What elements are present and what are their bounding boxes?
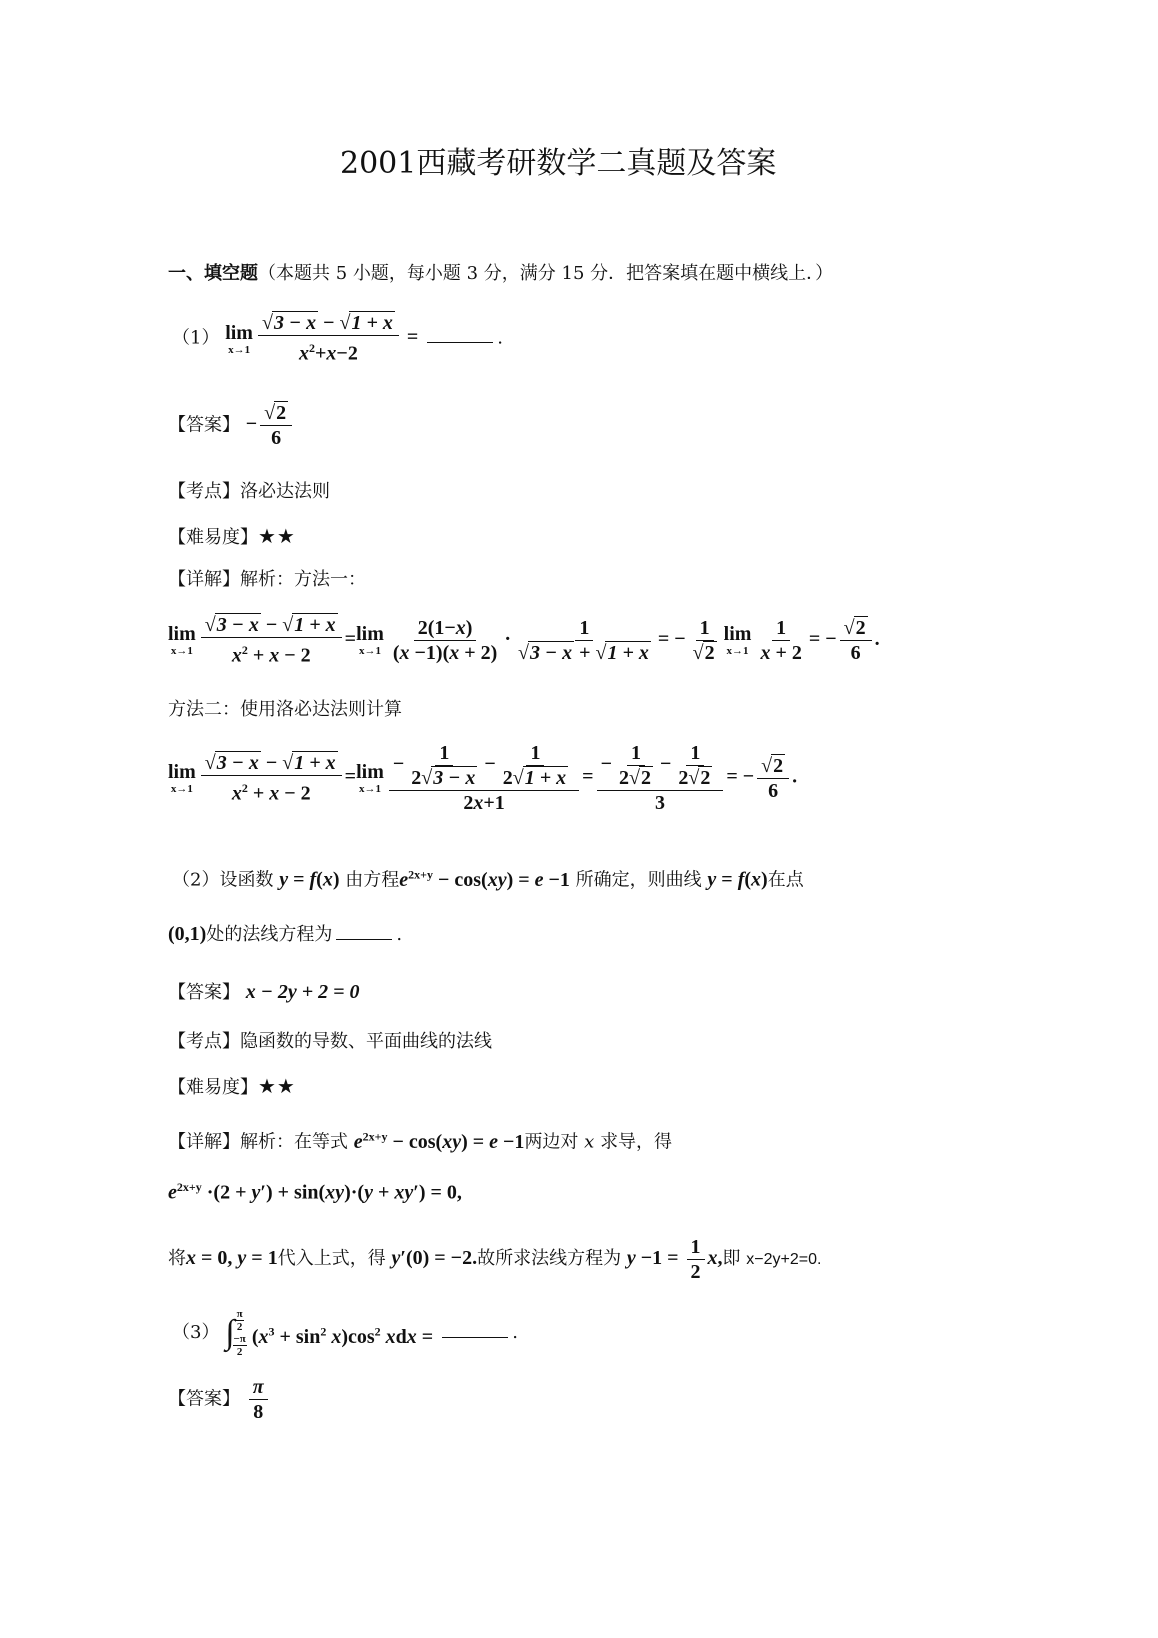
page-title: 2001西藏考研数学二真题及答案 bbox=[340, 146, 777, 181]
answer-value: x − 2y + 2 = 0 bbox=[245, 981, 360, 1003]
q2-detail: 【详解】解析：在等式 $e^{2x+y} - \cos(xy) = e -1$两边对 x 求导，得 bbox=[168, 1129, 673, 1153]
answer-blank bbox=[336, 923, 392, 940]
q2-text-1: 设函数 bbox=[219, 869, 274, 891]
answer-label: 【答案】 bbox=[168, 1388, 240, 1410]
difficulty-label: 【难易度】 bbox=[168, 1077, 258, 1098]
q1-difficulty bbox=[168, 524, 296, 550]
detail-label: 【详解】 bbox=[168, 1131, 240, 1153]
q2-difficulty bbox=[168, 1074, 296, 1100]
detail-text-3: 求导，得 bbox=[600, 1131, 673, 1153]
formula-q1: lim x→1 $\frac{√3 - x - √1 + x}{x^2+x-2}$ = bbox=[225, 312, 424, 365]
star-rating: ★★ bbox=[258, 524, 296, 548]
q2-kaodian bbox=[168, 1030, 492, 1054]
question-number: （2） bbox=[172, 869, 220, 891]
q1-answer: 【答案】 − $\frac{√2}{6}$ bbox=[168, 402, 295, 449]
section-heading bbox=[168, 262, 833, 286]
answer-label: 【答案】 bbox=[168, 414, 240, 436]
sub-text-3: 故所求法线方程为 bbox=[477, 1248, 622, 1270]
kaodian-text: 洛必达法则 bbox=[240, 481, 330, 502]
method1-formula: lim x→1 $\frac{√3 - x - √1 + x}{x^2 + x - 2}$ = lim x→1 $\frac{2(1-x)}{(x -1)(x + 2)}$ · $\frac{1}{√3 - x + √1 + x}$ = − $\frac{1}{√2}$ lim x→1 $\frac{1}{x + 2}$ = − $\frac{√2}{6}$ . bbox=[168, 614, 880, 667]
q2-derivative-eq: $e^{2x+y} \cdot(2 + y') + \sin(xy)\cdot(y + xy') = 0$, bbox=[168, 1180, 462, 1204]
q2-text-2: 由方程 bbox=[345, 869, 400, 891]
section-title: 一、填空题 bbox=[168, 263, 258, 284]
sub-text-5: x−2y+2=0. bbox=[746, 1251, 822, 1269]
sub-text-1: 将 bbox=[168, 1248, 186, 1270]
q2-substitution: 将x = 0, y = 1代入上式，得 y′(0) = −2.故所求法线方程为 y −1 = $\frac{1}{2}$ x,即 x−2y+2=0. bbox=[168, 1236, 822, 1283]
difficulty-label: 【难易度】 bbox=[168, 527, 258, 548]
detail-label: 【详解】 bbox=[168, 569, 240, 590]
answer-blank bbox=[442, 1321, 508, 1338]
detail-text-2: 两边对 bbox=[524, 1131, 579, 1153]
star-rating: ★★ bbox=[258, 1074, 296, 1098]
q3-answer: 【答案】 $\frac{\pi}{8}$ bbox=[168, 1376, 271, 1423]
question-3: （3） ∫ $\frac{\pi}{2}$ $\frac{-\pi}{2}$ $(x^3 + \sin^2 x)\cos^2$ xdx = . bbox=[172, 1308, 518, 1358]
method2-formula: lim x→1 $\frac{√3 - x - √1 + x}{x^2 + x - 2}$ = lim x→1 − $\frac{1}{2√3 - x}$ − $\frac{1}{2√1 + x}$ 2x+1 = − $\frac{1}{2√2}$ − $\frac{1}{2√2}$ 3 = − $\frac{√2}{6}$ . bbox=[168, 742, 798, 814]
answer-blank bbox=[427, 326, 493, 343]
q1-kaodian bbox=[168, 480, 330, 504]
kaodian-label: 【考点】 bbox=[168, 481, 240, 502]
kaodian-text: 隐函数的导数、平面曲线的法线 bbox=[240, 1031, 492, 1052]
sub-text-4: 即 bbox=[722, 1248, 741, 1270]
question-2: （2）设函数 y = f(x) 由方程$e^{2x+y} - \cos(xy) = e -1$ 所确定，则曲线 y = f(x)在点 bbox=[172, 867, 804, 891]
detail-text: 解析：在等式 bbox=[240, 1131, 348, 1153]
detail-text: 解析：方法一： bbox=[240, 569, 366, 590]
section-desc: （本题共 5 小题，每小题 3 分，满分 15 分．把答案填在题中横线上．） bbox=[258, 263, 834, 284]
q2-text-5: 处的法线方程为 bbox=[206, 924, 333, 945]
question-1: （1） lim x→1 $\frac{√3 - x - √1 + x}{x^2+x-2}$ = . bbox=[172, 312, 504, 365]
q2-text-3: 所确定，则曲线 bbox=[575, 869, 702, 891]
q2-text-4: 在点 bbox=[767, 869, 804, 891]
detail-variable: x bbox=[584, 1131, 595, 1153]
q1-detail bbox=[168, 568, 366, 592]
q2-answer bbox=[168, 980, 360, 1005]
question-number: （3） bbox=[172, 1322, 220, 1343]
kaodian-label: 【考点】 bbox=[168, 1031, 240, 1052]
question-number: （1） bbox=[172, 327, 220, 349]
sub-text-2: 代入上式，得 bbox=[277, 1248, 386, 1270]
question-2-line2: (0,1)处的法线方程为 . bbox=[168, 923, 403, 945]
method2-label: 方法二：使用洛必达法则计算 bbox=[168, 699, 402, 720]
answer-label: 【答案】 bbox=[168, 982, 240, 1003]
